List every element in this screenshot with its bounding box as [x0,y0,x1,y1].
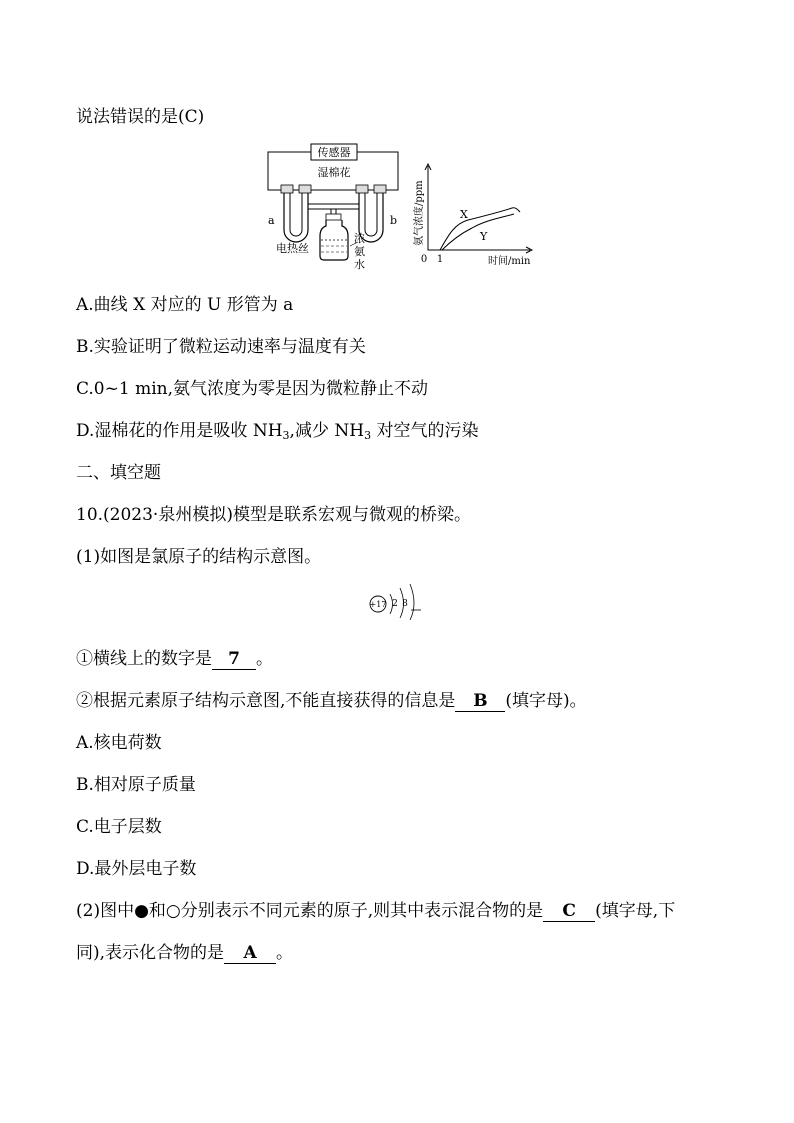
curve-y-label: Y [480,230,488,243]
option-b: B.实验证明了微粒运动速率与温度有关 [76,337,366,357]
tube-b-label: b [390,214,398,227]
answer-blank-3: C [543,901,595,922]
shell-2-count: 8 [402,599,408,609]
q10-part2-line1: (2)图中●和○分别表示不同元素的原子,则其中表示混合物的是 C (填字母,下 [76,901,676,921]
ammonia-char-1: 浓 [354,232,365,245]
q10-stem: 10.(2023·泉州模拟)模型是联系宏观与微观的桥梁。 [76,505,471,525]
atom-structure-diagram [368,580,432,620]
q10-sub1: ①横线上的数字是 7 。 [76,649,273,669]
answer-blank-4: A [224,943,276,964]
curve-x [440,208,520,250]
tick-1-label: 1 [436,254,444,265]
answer-blank-1: 7 [212,649,256,670]
sensor-label: 传感器 [317,146,351,159]
answer-blank-2: B [455,691,505,712]
y-axis-label: 氨气浓度/ppm [414,180,425,246]
q10-part1: (1)如图是氯原子的结构示意图。 [76,547,322,567]
curve-y [442,214,514,250]
concentration-graph [410,158,540,270]
option-c: C.0~1 min,氨气浓度为零是因为微粒静止不动 [76,379,428,399]
x-axis-label: 时间/min [488,256,531,267]
section-heading: 二、填空题 [76,463,161,483]
ammonia-char-2: 氨 [354,245,365,258]
choice-a: A.核电荷数 [76,733,162,753]
cotton-label: 湿棉花 [317,166,351,179]
option-d: D.湿棉花的作用是吸收 $NH_3$,减少 $NH_3$ 对空气的污染 [76,421,479,442]
q10-sub2: ②根据元素原子结构示意图,不能直接获得的信息是 B (填字母)。 [76,691,587,711]
choice-d: D.最外层电子数 [76,859,197,879]
q10-part2-line2: 同),表示化合物的是 A 。 [76,943,294,963]
nucleus-label: +17 [369,600,387,609]
tube-a-label: a [268,214,275,227]
choice-c: C.电子层数 [76,817,162,837]
question-stem-tail: 说法错误的是(C) [76,107,205,127]
shell-1-count: 2 [392,599,398,609]
origin-label: 0 [420,254,428,265]
choice-b: B.相对原子质量 [76,775,196,795]
option-a: A.曲线 X 对应的 U 形管为 a [76,295,294,315]
heater-label: 电热丝 [276,242,309,255]
ammonia-char-3: 水 [354,258,365,271]
curve-x-label: X [460,208,468,221]
